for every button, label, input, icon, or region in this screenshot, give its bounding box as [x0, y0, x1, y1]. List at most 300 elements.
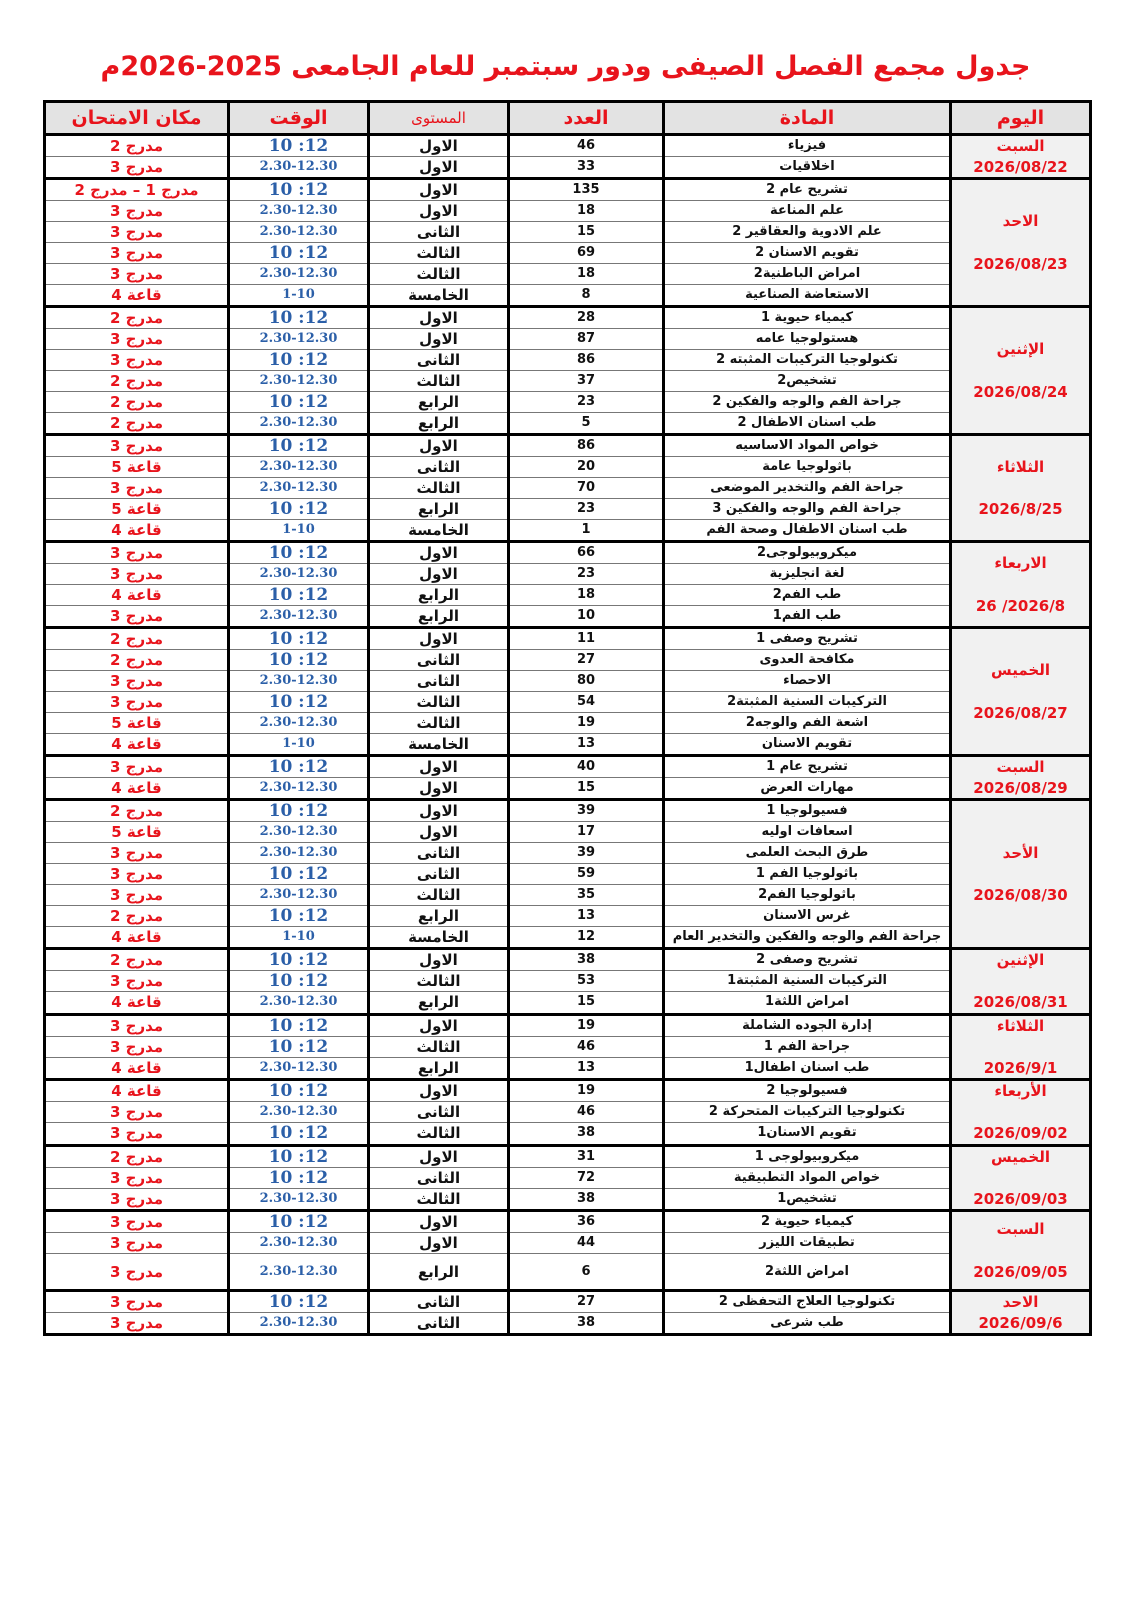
place-cell: مدرج 3 [45, 264, 229, 285]
subject-cell: امراض الباطنية2 [664, 264, 951, 285]
count-cell: 17 [509, 822, 664, 843]
day-name: السبت [996, 758, 1045, 777]
place-cell: مدرج 3 [45, 1313, 229, 1335]
level-cell: الثانى [369, 671, 509, 692]
time-cell: 2.30-12.30 [229, 992, 369, 1014]
count-cell: 46 [509, 1102, 664, 1123]
time-cell: 1-10 [229, 927, 369, 949]
subject-cell: تشخيص1 [664, 1188, 951, 1210]
subject-cell: تطبيقات الليزر [664, 1233, 951, 1254]
table-row [45, 692, 1091, 713]
count-cell: 23 [509, 564, 664, 585]
count-cell: 23 [509, 392, 664, 413]
time-cell: 2.30-12.30 [229, 329, 369, 350]
level-cell: الثانى [369, 1167, 509, 1188]
place-cell: مدرج 3 [45, 1291, 229, 1313]
time-cell: 12: 10 [229, 1123, 369, 1145]
table-row [45, 800, 1091, 822]
count-cell: 54 [509, 692, 664, 713]
level-cell: الاول [369, 1145, 509, 1167]
day-cell [951, 307, 1091, 435]
table-row [45, 1080, 1091, 1102]
place-cell: مدرج 3 [45, 971, 229, 992]
level-cell: الاول [369, 135, 509, 157]
level-cell: الاول [369, 307, 509, 329]
day-name: الاحد [1002, 1293, 1039, 1312]
time-cell: 12: 10 [229, 800, 369, 822]
place-cell: مدرج 3 [45, 1167, 229, 1188]
day-cell [951, 135, 1091, 179]
time-cell: 2.30-12.30 [229, 157, 369, 179]
day-date: 2026/08/30 [973, 886, 1068, 904]
page-title: جدول مجمع الفصل الصيفى ودور سبتمبر للعام الجامعى 2025-2026م [100, 51, 1031, 82]
subject-cell: الاحصاء [664, 671, 951, 692]
count-cell: 15 [509, 222, 664, 243]
table-row [45, 1102, 1091, 1123]
place-cell: قاعة 5 [45, 499, 229, 520]
table-row [45, 1233, 1091, 1254]
place-cell: مدرج 3 [45, 671, 229, 692]
table-row [45, 222, 1091, 243]
table-row [45, 843, 1091, 864]
level-cell: الثانى [369, 350, 509, 371]
level-cell: الاول [369, 1080, 509, 1102]
time-cell: 12: 10 [229, 971, 369, 992]
level-cell: الثالث [369, 1188, 509, 1210]
level-cell: الاول [369, 1014, 509, 1036]
day-cell [951, 1291, 1091, 1335]
table-row [45, 1313, 1091, 1335]
subject-cell: الاستعاضة الصناعية [664, 285, 951, 307]
count-cell: 46 [509, 135, 664, 157]
table-row [45, 906, 1091, 927]
time-cell: 12: 10 [229, 307, 369, 329]
day-date: 2026/08/29 [973, 778, 1068, 797]
subject-cell: ميكروبيولوجى 1 [664, 1145, 951, 1167]
place-cell: مدرج 3 [45, 1188, 229, 1210]
place-cell: مدرج 3 [45, 542, 229, 564]
subject-cell: تقويم الاسنان [664, 734, 951, 756]
level-cell: الثالث [369, 264, 509, 285]
level-cell: الرابع [369, 392, 509, 413]
level-cell: الثانى [369, 843, 509, 864]
count-cell: 1 [509, 520, 664, 542]
subject-cell: كيمياء حيوية 1 [664, 307, 951, 329]
level-cell: الخامسة [369, 734, 509, 756]
place-cell: مدرج 2 [45, 1145, 229, 1167]
day-name: السبت [996, 1220, 1045, 1239]
level-cell: الرابع [369, 413, 509, 435]
count-cell: 53 [509, 971, 664, 992]
time-cell: 12: 10 [229, 243, 369, 264]
day-name: الإثنين [996, 340, 1045, 359]
time-cell: 2.30-12.30 [229, 413, 369, 435]
table-row [45, 1211, 1091, 1233]
count-cell: 135 [509, 179, 664, 201]
day-name: الإثنين [996, 951, 1045, 969]
subject-cell: باثولوجيا الفم 1 [664, 864, 951, 885]
subject-cell: خواص المواد الاساسيه [664, 435, 951, 457]
place-cell: مدرج 3 [45, 756, 229, 778]
time-cell: 2.30-12.30 [229, 1254, 369, 1291]
time-cell: 12: 10 [229, 542, 369, 564]
level-cell: الرابع [369, 606, 509, 628]
time-cell: 2.30-12.30 [229, 713, 369, 734]
subject-cell: تشريح عام 2 [664, 179, 951, 201]
time-cell: 12: 10 [229, 1036, 369, 1057]
subject-cell: طب اسنان الاطفال 2 [664, 413, 951, 435]
day-name: الاحد [1002, 212, 1039, 231]
day-date: 2026/9/1 [983, 1058, 1058, 1077]
place-cell: مدرج 3 [45, 1211, 229, 1233]
table-row [45, 520, 1091, 542]
place-cell: مدرج 3 [45, 157, 229, 179]
place-cell: قاعة 4 [45, 585, 229, 606]
subject-cell: فسيولوجيا 1 [664, 800, 951, 822]
level-cell: الاول [369, 800, 509, 822]
day-cell [951, 1145, 1091, 1211]
time-cell: 2.30-12.30 [229, 564, 369, 585]
time-cell: 2.30-12.30 [229, 885, 369, 906]
place-cell: مدرج 2 [45, 371, 229, 392]
table-row [45, 135, 1091, 157]
subject-cell: تقويم الاسنان 2 [664, 243, 951, 264]
count-cell: 13 [509, 1057, 664, 1079]
subject-cell: امراض اللثة1 [664, 992, 951, 1014]
time-cell: 12: 10 [229, 650, 369, 671]
subject-cell: تكنولوجيا التركيبات المتحركة 2 [664, 1102, 951, 1123]
table-row [45, 413, 1091, 435]
count-cell: 27 [509, 650, 664, 671]
subject-cell: التركيبات السنية المثبتة1 [664, 971, 951, 992]
level-cell: الخامسة [369, 927, 509, 949]
place-cell: مدرج 3 [45, 564, 229, 585]
table-row [45, 350, 1091, 371]
subject-cell: طب شرعى [664, 1313, 951, 1335]
count-cell: 39 [509, 800, 664, 822]
level-cell: الرابع [369, 992, 509, 1014]
day-cell [951, 756, 1091, 800]
level-cell: الاول [369, 435, 509, 457]
day-cell [951, 179, 1091, 307]
time-cell: 12: 10 [229, 135, 369, 157]
count-cell: 38 [509, 1123, 664, 1145]
place-cell: قاعة 4 [45, 992, 229, 1014]
time-cell: 12: 10 [229, 864, 369, 885]
count-cell: 20 [509, 457, 664, 478]
place-cell: مدرج 2 [45, 650, 229, 671]
table-row [45, 435, 1091, 457]
time-cell: 12: 10 [229, 350, 369, 371]
table-row [45, 1036, 1091, 1057]
time-cell: 12: 10 [229, 392, 369, 413]
subject-cell: جراحة الفم 1 [664, 1036, 951, 1057]
time-cell: 12: 10 [229, 756, 369, 778]
table-row [45, 392, 1091, 413]
count-cell: 27 [509, 1291, 664, 1313]
table-row [45, 734, 1091, 756]
subject-cell: تقويم الاسنان1 [664, 1123, 951, 1145]
count-cell: 28 [509, 307, 664, 329]
subject-cell: التركيبات السنية المثبتة2 [664, 692, 951, 713]
day-name: الثلاثاء [996, 1016, 1045, 1035]
count-cell: 38 [509, 949, 664, 971]
table-row [45, 243, 1091, 264]
time-cell: 1-10 [229, 734, 369, 756]
day-date: 2026/09/6 [978, 1313, 1063, 1332]
level-cell: الثالث [369, 1123, 509, 1145]
day-cell [951, 800, 1091, 949]
subject-cell: تشريح عام 1 [664, 756, 951, 778]
table-row [45, 1057, 1091, 1079]
place-cell: قاعة 5 [45, 822, 229, 843]
subject-cell: مهارات العرض [664, 778, 951, 800]
subject-cell: امراض اللثة2 [664, 1254, 951, 1291]
level-cell: الرابع [369, 1254, 509, 1291]
time-cell: 1-10 [229, 285, 369, 307]
count-cell: 38 [509, 1188, 664, 1210]
level-cell: الرابع [369, 585, 509, 606]
place-cell: قاعة 4 [45, 285, 229, 307]
time-cell: 12: 10 [229, 1167, 369, 1188]
subject-cell: تكنولوجيا التركيبات المثبته 2 [664, 350, 951, 371]
table-row [45, 927, 1091, 949]
table-row [45, 307, 1091, 329]
count-cell: 35 [509, 885, 664, 906]
table-row [45, 1123, 1091, 1145]
level-cell: الاول [369, 179, 509, 201]
place-cell: مدرج 3 [45, 843, 229, 864]
table-row [45, 713, 1091, 734]
count-cell: 11 [509, 628, 664, 650]
time-cell: 12: 10 [229, 692, 369, 713]
header-subject: المادة [664, 102, 951, 135]
place-cell: مدرج 2 [45, 906, 229, 927]
count-cell: 87 [509, 329, 664, 350]
count-cell: 86 [509, 435, 664, 457]
subject-cell: هستولوجيا عامه [664, 329, 951, 350]
table-row [45, 949, 1091, 971]
time-cell: 12: 10 [229, 499, 369, 520]
table-row [45, 585, 1091, 606]
level-cell: الثالث [369, 971, 509, 992]
time-cell: 2.30-12.30 [229, 778, 369, 800]
count-cell: 37 [509, 371, 664, 392]
count-cell: 36 [509, 1211, 664, 1233]
table-row [45, 564, 1091, 585]
day-date: 2026/08/23 [973, 254, 1068, 273]
table-row [45, 1188, 1091, 1210]
level-cell: الثانى [369, 1313, 509, 1335]
time-cell: 12: 10 [229, 1080, 369, 1102]
table-row [45, 756, 1091, 778]
table-row [45, 542, 1091, 564]
table-row [45, 179, 1091, 201]
subject-cell: خواص المواد التطبيقية [664, 1167, 951, 1188]
header-level: المستوى [369, 102, 509, 135]
count-cell: 80 [509, 671, 664, 692]
subject-cell: طب اسنان اطفال1 [664, 1057, 951, 1079]
place-cell: مدرج 3 [45, 1102, 229, 1123]
table-row [45, 1254, 1091, 1291]
count-cell: 66 [509, 542, 664, 564]
level-cell: الثالث [369, 371, 509, 392]
time-cell: 2.30-12.30 [229, 606, 369, 628]
header-day: اليوم [951, 102, 1091, 135]
subject-cell: باثولوجيا الفم2 [664, 885, 951, 906]
exam-schedule-table [43, 100, 1092, 1336]
place-cell: قاعة 4 [45, 1057, 229, 1079]
table-row [45, 457, 1091, 478]
level-cell: الاول [369, 822, 509, 843]
level-cell: الخامسة [369, 285, 509, 307]
header-time: الوقت [229, 102, 369, 135]
place-cell: مدرج 1 – مدرج 2 [45, 179, 229, 201]
day-date: 2026/09/03 [973, 1189, 1068, 1208]
table-row [45, 478, 1091, 499]
day-name: الأحد [1002, 843, 1039, 862]
time-cell: 12: 10 [229, 628, 369, 650]
time-cell: 12: 10 [229, 1145, 369, 1167]
level-cell: الرابع [369, 499, 509, 520]
place-cell: مدرج 3 [45, 864, 229, 885]
table-row [45, 201, 1091, 222]
subject-cell: طب اسنان الاطفال وصحة الفم [664, 520, 951, 542]
place-cell: قاعة 4 [45, 734, 229, 756]
time-cell: 1-10 [229, 520, 369, 542]
level-cell: الرابع [369, 1057, 509, 1079]
subject-cell: تشريح وصفى 1 [664, 628, 951, 650]
time-cell: 12: 10 [229, 179, 369, 201]
place-cell: مدرج 2 [45, 628, 229, 650]
table-row [45, 264, 1091, 285]
table-row [45, 1014, 1091, 1036]
time-cell: 2.30-12.30 [229, 457, 369, 478]
place-cell: مدرج 3 [45, 435, 229, 457]
level-cell: الاول [369, 201, 509, 222]
count-cell: 19 [509, 713, 664, 734]
place-cell: مدرج 3 [45, 243, 229, 264]
header-count: العدد [509, 102, 664, 135]
table-row [45, 671, 1091, 692]
count-cell: 13 [509, 906, 664, 927]
day-date: 2026/09/02 [973, 1124, 1068, 1143]
count-cell: 15 [509, 778, 664, 800]
day-name: الأربعاء [994, 1082, 1047, 1100]
subject-cell: جراحة الفم والوجه والفكين 2 [664, 392, 951, 413]
table-row [45, 1291, 1091, 1313]
place-cell: مدرج 3 [45, 201, 229, 222]
time-cell: 2.30-12.30 [229, 1057, 369, 1079]
level-cell: الاول [369, 778, 509, 800]
count-cell: 33 [509, 157, 664, 179]
day-date: 2026/08/31 [973, 993, 1068, 1012]
time-cell: 2.30-12.30 [229, 1188, 369, 1210]
count-cell: 40 [509, 756, 664, 778]
time-cell: 12: 10 [229, 1211, 369, 1233]
count-cell: 86 [509, 350, 664, 371]
subject-cell: علم الادوية والعقاقير 2 [664, 222, 951, 243]
place-cell: مدرج 2 [45, 135, 229, 157]
place-cell: مدرج 3 [45, 1014, 229, 1036]
count-cell: 69 [509, 243, 664, 264]
table-row [45, 992, 1091, 1014]
table-row [45, 822, 1091, 843]
day-cell [951, 435, 1091, 542]
count-cell: 59 [509, 864, 664, 885]
header-row [45, 102, 1091, 135]
count-cell: 18 [509, 201, 664, 222]
place-cell: مدرج 3 [45, 606, 229, 628]
level-cell: الاول [369, 1233, 509, 1254]
subject-cell: اخلاقيات [664, 157, 951, 179]
level-cell: الخامسة [369, 520, 509, 542]
count-cell: 5 [509, 413, 664, 435]
day-date: 2026/8/ 26 [975, 596, 1066, 615]
subject-cell: لغة انجليزية [664, 564, 951, 585]
count-cell: 23 [509, 499, 664, 520]
table-row [45, 499, 1091, 520]
subject-cell: فيزياء [664, 135, 951, 157]
time-cell: 12: 10 [229, 435, 369, 457]
count-cell: 18 [509, 264, 664, 285]
day-cell [951, 1080, 1091, 1146]
day-date: 2026/08/22 [973, 157, 1068, 176]
subject-cell: اسعافات اوليه [664, 822, 951, 843]
place-cell: مدرج 3 [45, 1036, 229, 1057]
subject-cell: جراحة الفم والتخدير الموضعى [664, 478, 951, 499]
level-cell: الثالث [369, 713, 509, 734]
level-cell: الثالث [369, 243, 509, 264]
level-cell: الاول [369, 949, 509, 971]
table-row [45, 371, 1091, 392]
time-cell: 12: 10 [229, 906, 369, 927]
level-cell: الثانى [369, 650, 509, 671]
place-cell: مدرج 3 [45, 692, 229, 713]
level-cell: الاول [369, 628, 509, 650]
level-cell: الثالث [369, 692, 509, 713]
count-cell: 44 [509, 1233, 664, 1254]
subject-cell: مكافحة العدوى [664, 650, 951, 671]
level-cell: الاول [369, 564, 509, 585]
place-cell: قاعة 4 [45, 927, 229, 949]
count-cell: 13 [509, 734, 664, 756]
subject-cell: تشخيص2 [664, 371, 951, 392]
time-cell: 12: 10 [229, 949, 369, 971]
day-date: 2026/09/05 [973, 1262, 1068, 1281]
table-row [45, 1167, 1091, 1188]
day-name: الخميس [991, 1147, 1050, 1166]
count-cell: 38 [509, 1313, 664, 1335]
subject-cell: ميكروبيولوجى2 [664, 542, 951, 564]
level-cell: الاول [369, 157, 509, 179]
place-cell: مدرج 3 [45, 350, 229, 371]
day-name: الثلاثاء [996, 457, 1045, 476]
level-cell: الثانى [369, 222, 509, 243]
level-cell: الثانى [369, 864, 509, 885]
level-cell: الثانى [369, 457, 509, 478]
level-cell: الرابع [369, 906, 509, 927]
count-cell: 39 [509, 843, 664, 864]
schedule-body [45, 135, 1091, 1335]
day-date: 2026/08/27 [973, 703, 1068, 722]
count-cell: 12 [509, 927, 664, 949]
table-row [45, 885, 1091, 906]
subject-cell: جراحة الفم والوجه والفكين والتخدير العام [664, 927, 951, 949]
day-date: 2026/8/25 [978, 500, 1063, 518]
place-cell: مدرج 3 [45, 329, 229, 350]
count-cell: 18 [509, 585, 664, 606]
